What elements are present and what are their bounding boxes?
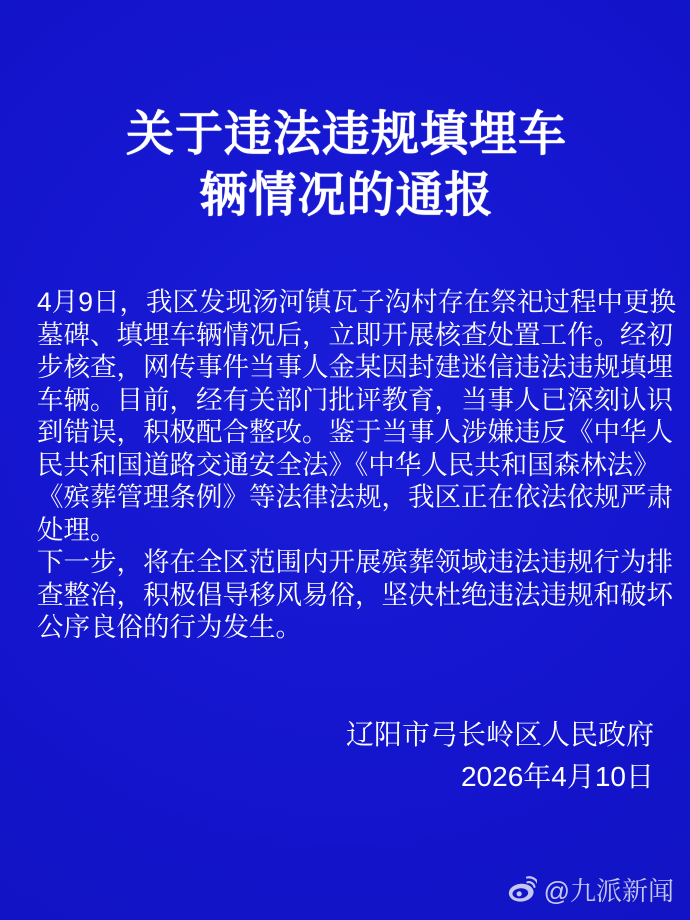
body-line: 处理。: [37, 514, 117, 545]
watermark-handle: @九派新闻: [543, 876, 674, 906]
body-line: 到错误，积极配合整改。鉴于当事人涉嫌违反《中华人: [37, 417, 673, 447]
body-line: 墓碑、填埋车辆情况后，立即开展核查处置工作。经初: [37, 319, 673, 350]
notice-paragraph: [37, 286, 676, 546]
weibo-icon: [507, 876, 537, 903]
body-line: 4月9日，我区发现汤河镇瓦子沟村存在祭祀过程中更换: [37, 287, 676, 317]
body-line: 民共和国道路交通安全法》《中华人民共和国森林法》: [37, 449, 660, 480]
body-line: 公序良俗的行为发生。: [37, 612, 302, 642]
notice-paragraph: [37, 546, 673, 644]
signature-block: [37, 714, 656, 798]
notice-body: [37, 286, 676, 644]
body-line: 车辆。目前，经有关部门批评教育，当事人已深刻认识: [37, 384, 673, 415]
notice-title-line: 关于违法违规填埋车: [125, 108, 567, 161]
watermark: [507, 871, 674, 908]
body-line: 步核查，网传事件当事人金某因封建迷信违法违规填埋: [37, 352, 673, 382]
issuer-name: 辽阳市弓长岭区人民政府: [345, 718, 654, 750]
notice-title-line: 辆情况的通报: [199, 169, 494, 222]
issue-date: 2026年4月10日: [460, 760, 654, 792]
body-line: 《殡葬管理条例》等法律法规，我区正在依法依规严肃: [37, 482, 673, 512]
body-line: 查整治，积极倡导移风易俗，坚决杜绝违法违规和破坏: [37, 579, 673, 610]
notice-title: [37, 104, 656, 226]
body-line: 下一步，将在全区范围内开展殡葬领域违法违规行为排: [37, 547, 673, 577]
